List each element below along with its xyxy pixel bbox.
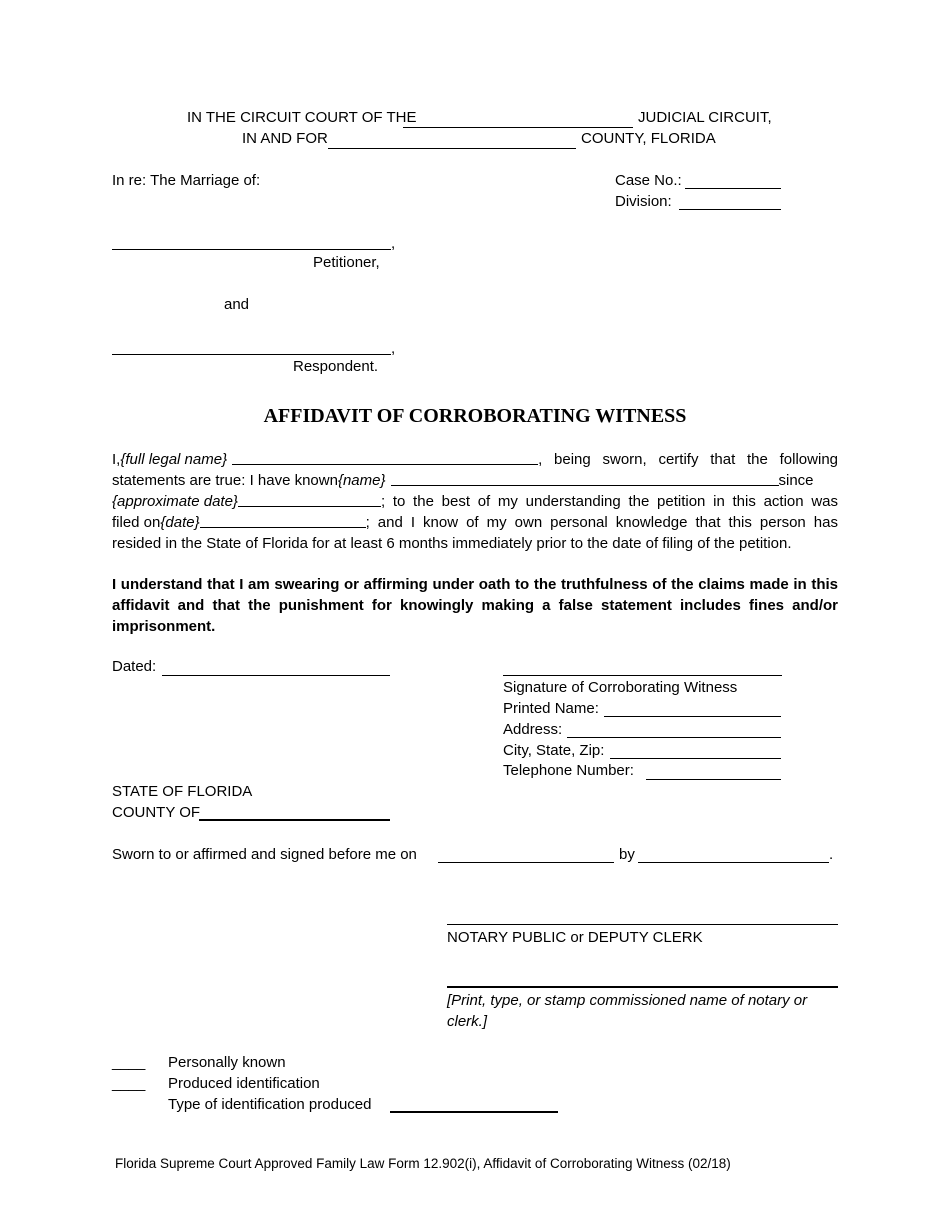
county-header-prefix: IN AND FOR — [242, 130, 328, 147]
notary-label: NOTARY PUBLIC or DEPUTY CLERK — [447, 929, 703, 946]
petitioner-name-blank[interactable] — [112, 249, 391, 250]
body-text: statements are true: I have known — [112, 472, 338, 489]
personally-known-checkbox[interactable]: ____ — [112, 1054, 146, 1071]
notary-name-line[interactable] — [447, 986, 838, 988]
county-blank[interactable] — [328, 148, 576, 149]
date-hint: {date} — [160, 514, 200, 531]
case-no-blank[interactable] — [685, 188, 781, 189]
dated-blank[interactable] — [162, 675, 390, 676]
city-state-zip-blank[interactable] — [610, 758, 781, 759]
stamp-instruction: clerk.] — [447, 1013, 488, 1030]
produced-id-label: Produced identification — [168, 1075, 320, 1092]
full-legal-name-blank[interactable] — [232, 449, 538, 465]
oath-statement — [112, 574, 838, 637]
personally-known-label: Personally known — [168, 1054, 286, 1071]
dated-label: Dated: — [112, 658, 157, 675]
petitioner-comma: , — [391, 235, 396, 252]
type-of-id-label: Type of identification produced — [168, 1096, 372, 1113]
court-header-suffix: JUDICIAL CIRCUIT, — [638, 109, 772, 126]
filing-date-blank[interactable] — [200, 512, 366, 528]
sworn-period: . — [829, 846, 834, 863]
division-label: Division: — [615, 193, 672, 210]
petitioner-label: Petitioner, — [313, 254, 380, 271]
by-label: by — [619, 846, 635, 863]
address-label: Address: — [503, 721, 563, 738]
body-text: since — [778, 472, 814, 489]
approximate-date-blank[interactable] — [238, 491, 381, 507]
stamp-instruction: [Print, type, or stamp commissioned name of notary or — [447, 992, 808, 1009]
case-no-label: Case No.: — [615, 172, 682, 189]
oath-line: imprisonment. — [112, 618, 216, 635]
body-text: filed on — [112, 514, 161, 531]
court-header-prefix: IN THE CIRCUIT COURT OF THE — [187, 109, 417, 126]
affidavit-body — [112, 449, 838, 554]
state-label: STATE OF FLORIDA — [112, 783, 253, 800]
known-name-blank[interactable] — [391, 470, 779, 486]
oath-line: I understand that I am swearing or affirming under oath to the truthfulness of the claims made in this — [112, 576, 838, 593]
body-text: I, — [112, 451, 121, 468]
telephone-blank[interactable] — [646, 779, 781, 780]
body-text: ; and I know of my own personal knowledge that this person has — [365, 514, 838, 531]
produced-id-checkbox[interactable]: ____ — [112, 1075, 146, 1092]
division-blank[interactable] — [679, 209, 781, 210]
respondent-name-blank[interactable] — [112, 354, 391, 355]
body-text: , being sworn, certify that the following — [538, 451, 838, 468]
signature-label: Signature of Corroborating Witness — [503, 679, 738, 696]
respondent-comma: , — [391, 340, 396, 357]
witness-signature-line[interactable] — [503, 675, 782, 676]
respondent-label: Respondent. — [293, 358, 379, 375]
city-state-zip-label: City, State, Zip: — [503, 742, 605, 759]
oath-line: affidavit and that the punishment for knowingly making a false statement includes fines and/or — [112, 597, 838, 614]
printed-name-label: Printed Name: — [503, 700, 599, 717]
sworn-by-blank[interactable] — [638, 862, 829, 863]
address-blank[interactable] — [567, 737, 781, 738]
form-title: AFFIDAVIT OF CORROBORATING WITNESS — [263, 405, 687, 427]
notary-county-blank[interactable] — [199, 819, 390, 821]
sworn-date-blank[interactable] — [438, 862, 614, 863]
approximate-date-hint: {approximate date} — [112, 493, 238, 510]
notary-signature-line[interactable] — [447, 924, 838, 925]
sworn-statement: Sworn to or affirmed and signed before me on — [112, 846, 417, 863]
county-header-suffix: COUNTY, FLORIDA — [581, 130, 716, 147]
form-footer: Florida Supreme Court Approved Family Law Form 12.902(i), Affidavit of Corroborating Witness (02/18) — [115, 1156, 731, 1171]
and-label: and — [224, 296, 250, 313]
body-text: ; to the best of my understanding the petition in this action was — [380, 493, 838, 510]
in-re-label: In re: The Marriage of: — [112, 172, 261, 189]
circuit-blank[interactable] — [403, 127, 633, 128]
full-name-hint: {full legal name} — [120, 451, 228, 468]
county-label: COUNTY OF — [112, 804, 201, 821]
telephone-label: Telephone Number: — [503, 762, 634, 779]
printed-name-blank[interactable] — [604, 716, 781, 717]
body-text: resided in the State of Florida for at least 6 months immediately prior to the date of filing of the petition. — [112, 535, 792, 552]
type-of-id-blank[interactable] — [390, 1111, 558, 1113]
name-hint: {name} — [337, 472, 386, 489]
